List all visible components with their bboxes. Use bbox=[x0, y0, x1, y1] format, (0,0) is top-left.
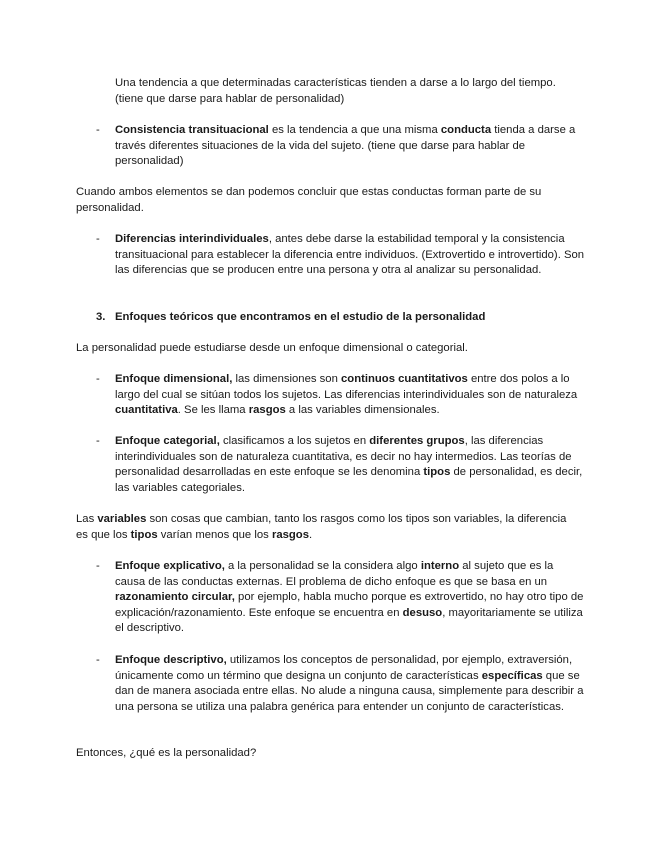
bold-term: Enfoque categorial, bbox=[115, 435, 220, 447]
bold-term: tipos bbox=[130, 528, 158, 541]
bullet-text bbox=[115, 123, 586, 170]
bullet-diferencias bbox=[76, 232, 586, 279]
paragraph-entonces: Entonces, ¿qué es la personalidad? bbox=[76, 747, 257, 759]
bullet-text bbox=[115, 559, 586, 637]
text-segment: Las bbox=[76, 513, 98, 525]
bold-term: razonamiento circular, bbox=[115, 591, 235, 603]
paragraph-estudiarse: La personalidad puede estudiarse desde un enfoque dimensional o categorial. bbox=[76, 342, 468, 354]
bold-term: rasgos bbox=[271, 528, 309, 541]
bold-term: rasgos bbox=[248, 404, 286, 416]
text-segment: , antes debe darse la estabilidad temporal y la consistencia transituacional para establecer la diferencia entre individuos. (Extrovertido e introvertido). Son las diferencias que se producen entre una persona y otra al analizar su personalidad. bbox=[115, 233, 585, 276]
bold-term: interno bbox=[420, 560, 460, 572]
bullet-dash: - bbox=[96, 373, 100, 385]
bold-term: diferentes grupos bbox=[369, 435, 465, 447]
bullet-dash: - bbox=[96, 233, 100, 245]
text-segment: a la personalidad se la considera algo bbox=[224, 560, 421, 572]
text-segment: , las diferencias interindividuales son de naturaleza cuantitativa, es decir no hay intermedios. Las teorías de personalidad desarrolladas en este enfoque se les denomina bbox=[115, 435, 572, 478]
text-segment: es la tendencia a que una misma bbox=[268, 124, 441, 136]
bullet-text bbox=[115, 232, 586, 279]
paragraph-variables bbox=[76, 512, 576, 543]
text-segment: utilizamos los conceptos de personalidad, por ejemplo, extraversión, únicamente como un término que designa un conjunto de características bbox=[115, 654, 573, 682]
text-segment: tienda a darse a través diferentes situaciones de la vida del sujeto. (tiene que darse para hablar de personalidad) bbox=[115, 124, 576, 167]
bullet-dash: - bbox=[96, 124, 100, 136]
bold-term: Consistencia transituacional bbox=[115, 124, 269, 136]
heading-title: Enfoques teóricos que encontramos en el estudio de la personalidad bbox=[115, 311, 486, 323]
heading-number: 3. bbox=[96, 311, 106, 323]
bullet-dash: - bbox=[96, 435, 100, 447]
text-segment: . Se les llama bbox=[177, 404, 249, 416]
bullet-text bbox=[115, 653, 586, 715]
bold-term: Enfoque descriptivo, bbox=[115, 654, 227, 666]
intro-line-1: Una tendencia a que determinadas características tienden a darse a lo largo del tiempo. bbox=[115, 77, 556, 89]
text-segment: por ejemplo, habla mucho porque es extrovertido, no hay otro tipo de explicación/razonamiento. Este enfoque se encuentra en bbox=[115, 591, 584, 619]
bullet-categorial bbox=[76, 434, 586, 496]
intro-line-2: (tiene que darse para hablar de personalidad) bbox=[115, 92, 345, 105]
text-segment: de personalidad, es decir, las variables categoriales. bbox=[115, 466, 583, 494]
bold-term: conducta bbox=[440, 124, 492, 136]
bold-term: tipos bbox=[423, 466, 451, 478]
text-segment: son cosas que cambian, tanto los rasgos como los tipos son variables, la diferencia es que los bbox=[76, 513, 567, 541]
text-segment: al sujeto que es la causa de las conductas externas. El problema de dicho enfoque es que se basa en un bbox=[115, 560, 554, 588]
bold-term: Enfoque explicativo, bbox=[115, 560, 225, 572]
bold-term: cuantitativa bbox=[115, 404, 178, 416]
text-segment: varían menos que los bbox=[157, 528, 272, 541]
text-segment: clasificamos a los sujetos en bbox=[219, 435, 370, 447]
text-segment: que se dan de manera asociada entre ellas. No alude a ninguna causa, simplemente para describir a una persona se utiliza una palabra genérica para entender un conjunto de características. bbox=[115, 669, 584, 713]
intro-paragraph bbox=[115, 76, 583, 107]
paragraph-ambos: Cuando ambos elementos se dan podemos concluir que estas conductas forman parte de su personalidad. bbox=[76, 186, 542, 214]
bold-term: Enfoque dimensional, bbox=[115, 373, 233, 385]
bold-term: variables bbox=[97, 513, 147, 525]
text-segment: entre dos polos a lo largo del cual se sitúan todos los sujetos. Las diferencias interindividuales son de naturaleza bbox=[115, 373, 578, 401]
text-segment: , mayoritariamente se utiliza el descriptivo. bbox=[115, 606, 583, 634]
bold-term: específicas bbox=[481, 669, 543, 682]
bullet-dimensional bbox=[76, 372, 586, 419]
bullet-consistencia bbox=[76, 123, 586, 170]
bold-term: Diferencias interindividuales bbox=[115, 233, 269, 245]
bullet-dash: - bbox=[96, 654, 100, 666]
bullet-dash: - bbox=[96, 560, 100, 572]
text-segment: a las variables dimensionales. bbox=[285, 404, 440, 416]
bullet-descriptivo bbox=[76, 653, 586, 715]
section-heading-3 bbox=[76, 310, 586, 326]
bold-term: desuso bbox=[402, 606, 443, 619]
text-segment: . bbox=[308, 528, 313, 541]
bullet-text bbox=[115, 372, 586, 419]
bold-term: continuos cuantitativos bbox=[341, 373, 468, 385]
bullet-text bbox=[115, 434, 586, 496]
bullet-explicativo bbox=[76, 559, 586, 637]
text-segment: las dimensiones son bbox=[232, 373, 342, 385]
